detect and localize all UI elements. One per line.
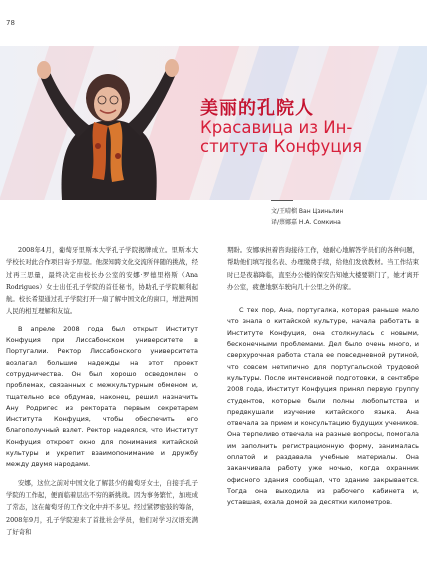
paragraph-ru-2: С тех пор, Ана, португалка, которая раньше мало что знала о китайской культуре, начала работать в Институте Конфуция, она столкнулась с новыми, бесконечными проблемами. Дел было очень много, и сверхурочная работа стала ее повседневной рутиной, что совсем нетипично для португальской трудовой культуры. После интенсивной подготовки, в сентябре 2008 года, Институт Конфуция принял первую группу студентов, которые были полны любопытства и предвкушали изучение китайского языка. Ана отвечала за прием и консультацию будущих учеников. Она терпеливо отвечала на разные вопросы, помогала им заполнить регистрационную форму, занималась оплатой и раздавала учебные материалы. Она заканчивала работу уже ночью, когда охранник офисного здания сообщал, что здание закрывается. Тогда она выходила из рабочего кабинета и, уставшая, ехала домой за десятки километров. — [227, 306, 419, 507]
paragraph-ru-1: В апреле 2008 года был открыт Институт Конфуция при Лиссабонском университете в Португалии. Ректор Лиссабонского университета возлагал большие надежды на этот проект сотрудничества. Он был хорошо осведомлен о проблемах, связанных с межкультурным обменом и, тщательно все обдумав, наконец, решил назначить Ану Родригес из ректората первым секретарем Института Конфуция, чтобы обеспечить его благополучный взлет. Ректор надеялся, что Институт Конфуция откроет окно для понимания китайской культуры и укрепит взаимопонимание и дружбу между двумя народами. — [6, 324, 198, 469]
paragraph-zh-2: 安娜，这位之前对中国文化了解甚少的葡萄牙女士，自接手孔子学院的工作起，便面临着层出不穷的新挑战。因为事务繁忙，加班成了常态，这在葡萄牙的工作文化中并不多见。经过紧锣密鼓的筹备，2008年9月，孔子学院迎来了首批社会学员，他们对学习汉语充满了好奇和 — [6, 478, 198, 536]
left-column — [6, 244, 198, 538]
byline-author: 文/王晴榴 Ван Цзиньлин — [271, 208, 344, 215]
title-ru-line-2: ститута Конфуция — [200, 137, 363, 156]
article-title-chinese: 美丽的孔院人 — [200, 98, 314, 119]
byline-translator: 译/蔡娜嘉 Н.А. Сомкина — [271, 219, 341, 226]
byline — [271, 206, 343, 228]
paragraph-zh-3: 期盼。安娜承担着咨询接待工作，她耐心地解答学员们的各种问题，帮助他们填写报名表、办理缴费手续，给他们发放教材。当工作结束时已是夜幕降临，直至办公楼的保安告知她大楼要锁门了，她才离开办公室，疲惫地驱车驶向几十公里之外的家。 — [227, 246, 419, 291]
byline-divider — [271, 200, 293, 201]
right-column — [227, 244, 419, 509]
paragraph-zh-1: 2008年4月，葡萄牙里斯本大学孔子学院揭牌成立。里斯本大学校长对此合作项目寄予厚望。他深知跨文化交流所伴随的挑战，经过再三思量，最终决定由校长办公室的安娜·罗德里格斯（Ana Rodrigues）女士出任孔子学院的首任秘书，协助孔子学院顺利起航。校长希望通过孔子学院打开一扇了解中国文化的窗口，增进两国人民的相互理解和友谊。 — [6, 246, 198, 316]
article-title-russian — [200, 118, 420, 156]
woman-portrait-illustration — [0, 46, 200, 200]
page-number: 78 — [6, 19, 15, 27]
title-ru-line-1: Красавица из Ин- — [200, 118, 353, 137]
